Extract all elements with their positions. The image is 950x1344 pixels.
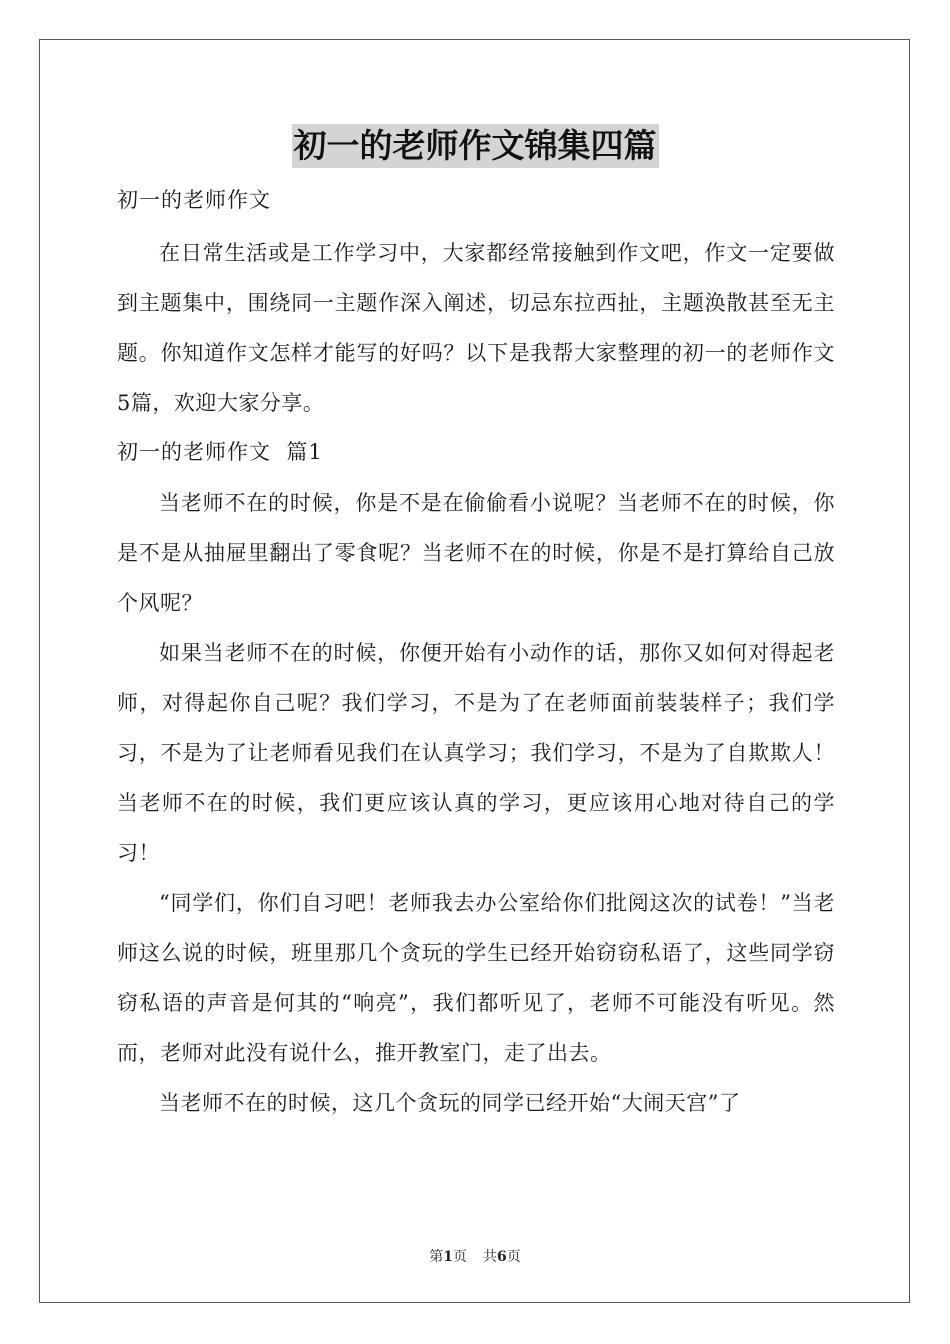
intro-paragraph: 在日常生活或是工作学习中，大家都经常接触到作文吧，作文一定要做到主题集中，围绕同一主题作深入阐述，切忌东拉西扯，主题涣散甚至无主题。你知道作文怎样才能写的好吗？以下是我帮大家整理的初一的老师作文5篇，欢迎大家分享。	[117, 241, 835, 415]
page-total: 6	[497, 1249, 507, 1265]
title-container	[0, 124, 950, 168]
body-paragraph: 如果当老师不在的时候，你便开始有小动作的话，那你又如何对得起老师，对得起你自己呢？我们学习，不是为了在老师面前装装样子；我们学习，不是为了让老师看见我们在认真学习；我们学习，不是为了自欺欺人！当老师不在的时候，我们更应该认真的学习，更应该用心地对待自己的学习！	[117, 641, 835, 865]
page-footer	[0, 1247, 950, 1267]
document-body	[117, 180, 835, 1128]
page-prefix: 第	[429, 1249, 444, 1265]
document-title: 初一的老师作文锦集四篇	[292, 124, 659, 168]
page-suffix: 页	[453, 1249, 467, 1265]
total-prefix: 共	[483, 1249, 497, 1265]
body-paragraph: “同学们，你们自习吧！老师我去办公室给你们批阅这次的试卷！”当老师这么说的时候，班里那几个贪玩的学生已经开始窃窃私语了，这些同学窃窃私语的声音是何其的“响亮”，我们都听见了，老师不可能没有听见。然而，老师对此没有说什么，推开教室门，走了出去。	[117, 891, 835, 1065]
essay-heading: 初一的老师作文 篇1	[117, 440, 323, 464]
total-suffix: 页	[506, 1249, 521, 1265]
section-heading: 初一的老师作文	[117, 188, 271, 212]
page-current: 1	[443, 1249, 453, 1265]
body-paragraph: 当老师不在的时候，你是不是在偷偷看小说呢？当老师不在的时候，你是不是从抽屉里翻出了零食呢？当老师不在的时候，你是不是打算给自己放个风呢？	[117, 491, 835, 615]
body-paragraph: 当老师不在的时候，这几个贪玩的同学已经开始“大闹天宫”了	[159, 1091, 741, 1115]
